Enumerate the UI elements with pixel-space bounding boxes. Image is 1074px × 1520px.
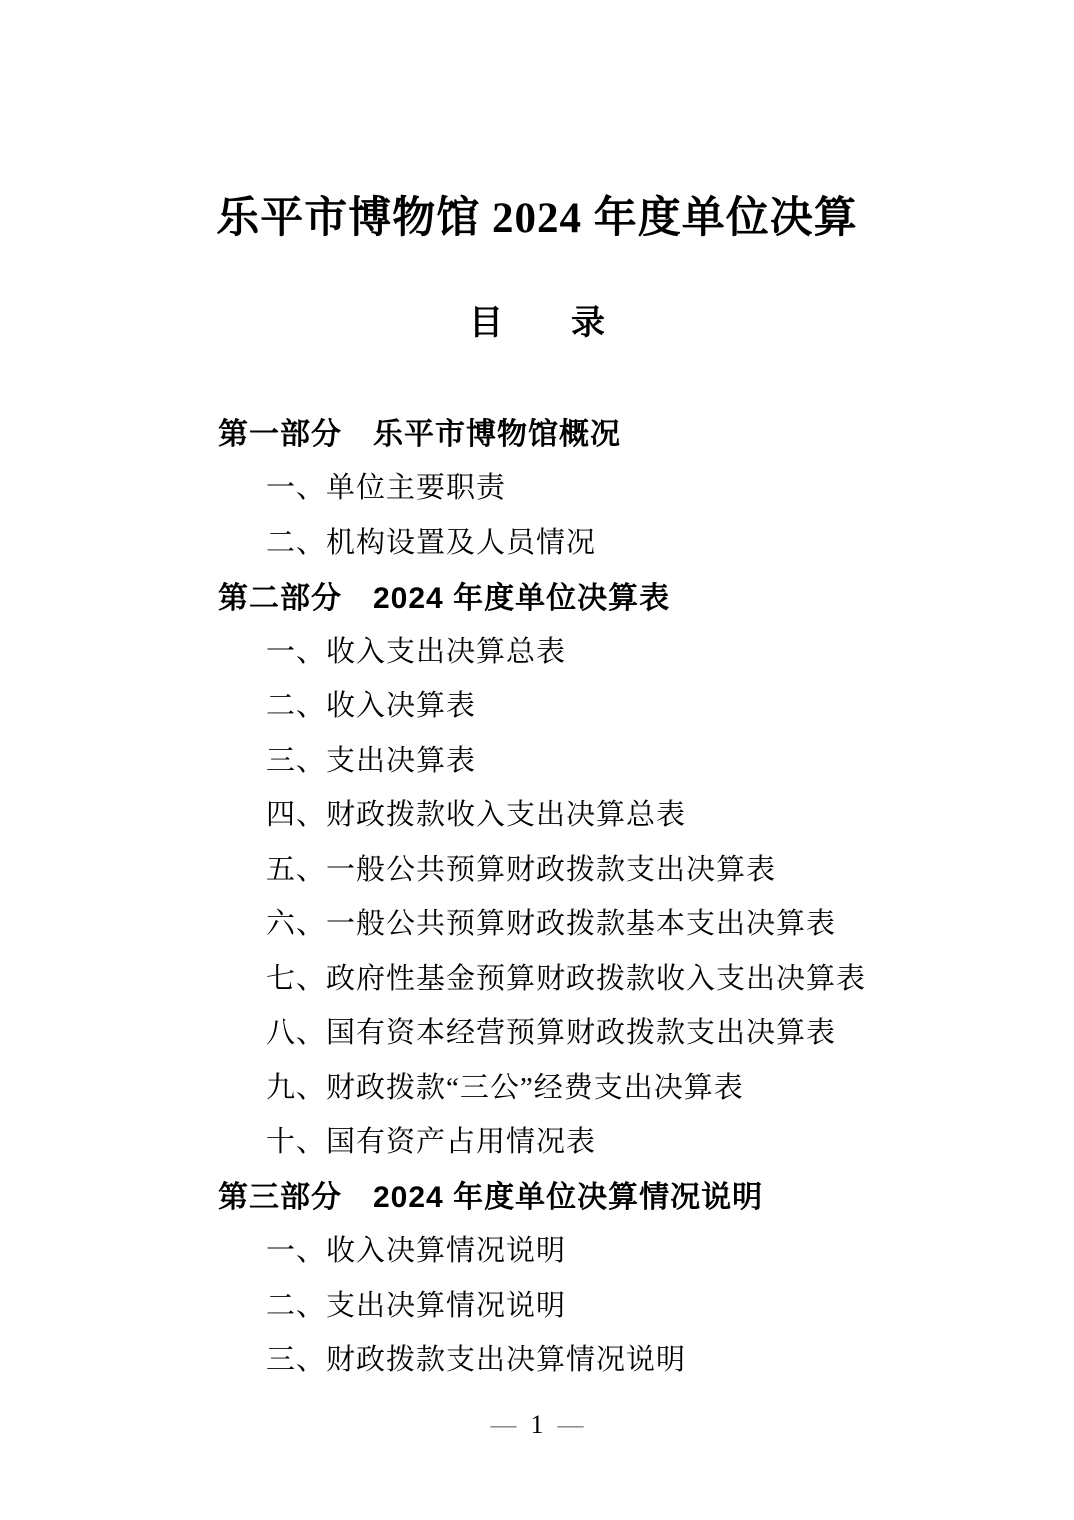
toc-section-heading: 第一部分 乐平市博物馆概况 bbox=[218, 418, 621, 452]
footer-dash-right: — bbox=[557, 1410, 584, 1439]
toc-item: 四、财政拨款收入支出决算总表 bbox=[266, 799, 687, 832]
toc-item: 九、财政拨款“三公”经费支出决算表 bbox=[266, 1071, 744, 1104]
document-title: 乐平市博物馆 2024 年度单位决算 bbox=[216, 195, 858, 242]
toc-item: 二、支出决算情况说明 bbox=[266, 1289, 567, 1322]
toc-item: 三、财政拨款支出决算情况说明 bbox=[266, 1344, 687, 1377]
page-footer bbox=[0, 1412, 1074, 1438]
toc-item: 三、支出决算表 bbox=[266, 744, 477, 777]
toc-heading: 目 录 bbox=[469, 305, 605, 342]
toc-item: 二、收入决算表 bbox=[266, 690, 477, 723]
page-number: 1 bbox=[530, 1410, 544, 1439]
toc-item: 六、一般公共预算财政拨款基本支出决算表 bbox=[266, 908, 837, 941]
toc-item: 五、一般公共预算财政拨款支出决算表 bbox=[266, 853, 777, 886]
toc-item: 一、收入支出决算总表 bbox=[266, 635, 567, 668]
toc-section-heading: 第二部分 2024 年度单位决算表 bbox=[218, 581, 671, 615]
toc-item: 七、政府性基金预算财政拨款收入支出决算表 bbox=[266, 962, 867, 995]
toc-item: 二、机构设置及人员情况 bbox=[266, 526, 597, 559]
toc-item: 一、单位主要职责 bbox=[266, 472, 507, 505]
toc-item: 十、国有资产占用情况表 bbox=[266, 1126, 597, 1159]
toc-item: 八、国有资本经营预算财政拨款支出决算表 bbox=[266, 1017, 837, 1050]
toc-section-heading: 第三部分 2024 年度单位决算情况说明 bbox=[218, 1181, 764, 1215]
footer-dash-left: — bbox=[490, 1410, 517, 1439]
table-of-contents bbox=[218, 404, 1034, 1385]
toc-item: 一、收入决算情况说明 bbox=[266, 1235, 567, 1268]
